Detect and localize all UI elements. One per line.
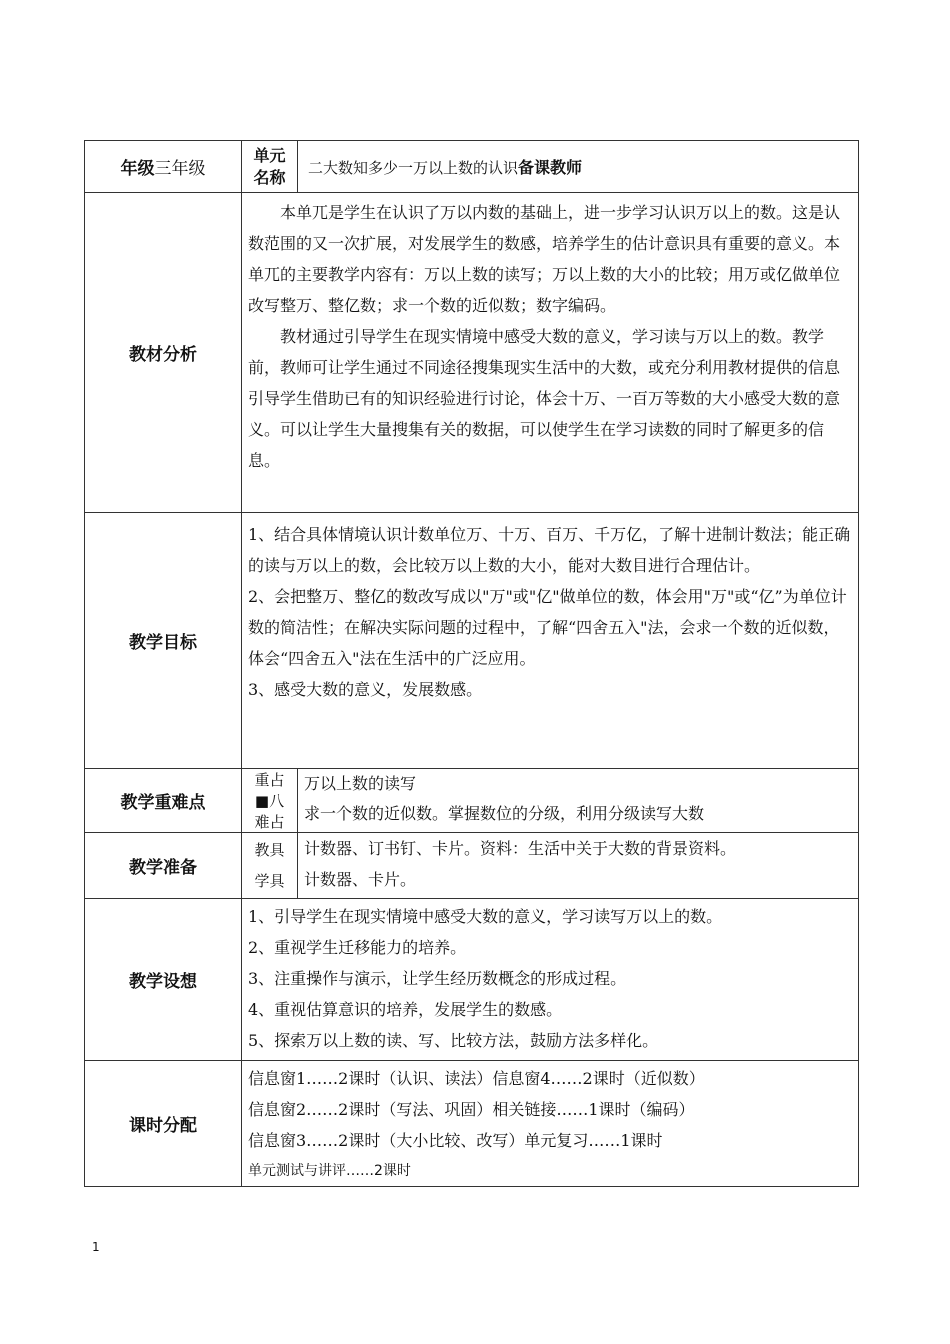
design-row bbox=[85, 899, 859, 1061]
preparation-sub-cell bbox=[242, 833, 298, 899]
design-item-3: 3、注重操作与演示，让学生经历数概念的形成过程。 bbox=[248, 969, 627, 988]
design-content bbox=[242, 899, 859, 1061]
header-row bbox=[85, 141, 859, 193]
key-points-sub-3: 难占 bbox=[254, 813, 285, 831]
analysis-content bbox=[242, 193, 859, 513]
grade-cell bbox=[85, 141, 242, 193]
goals-row bbox=[85, 513, 859, 769]
analysis-paragraph-1: 本单兀是学生在认识了万以内数的基础上，进一步学习认识万以上的数。这是认数范围的又一次扩展，对发展学生的数感，培养学生的估计意识具有重要的意义。本单兀的主要教学内容有：万以上数的读写；万以上数的大小的比较；用万或亿做单位改写整万、整亿数；求一个数的近似数；数字编码。 bbox=[248, 203, 841, 315]
goal-2: 2、会把整万、整亿的数改写成以"万"或"亿"做单位的数，体会用"万"或“亿”为单位计数的简洁性；在解决实际问题的过程中，了解“四舍五入"法，会求一个数的近似数，体会“四舍五入"法在生活中的广泛应用。 bbox=[248, 587, 847, 668]
preparation-row bbox=[85, 833, 859, 899]
schedule-line-1: 信息窗1……2课时（认识、读法）信息窗4……2课时（近似数） bbox=[248, 1069, 705, 1088]
unit-label-line-2: 名称 bbox=[253, 167, 286, 187]
teacher-label: 备课教师 bbox=[518, 158, 583, 177]
schedule-line-3: 信息窗3……2课时（大小比较、改写）单元复习……1课时 bbox=[248, 1131, 663, 1150]
page-number: 1 bbox=[92, 1240, 100, 1254]
schedule-line-2: 信息窗2……2课时（写法、巩固）相关链接……1课时（编码） bbox=[248, 1100, 695, 1119]
schedule-label: 课时分配 bbox=[85, 1061, 242, 1187]
design-label: 教学设想 bbox=[85, 899, 242, 1061]
goal-1: 1、结合具体情境认识计数单位万、十万、百万、千万亿，了解十进制计数法；能正确的读与万以上的数，会比较万以上数的大小，能对大数目进行合理估计。 bbox=[248, 525, 851, 575]
preparation-content bbox=[298, 833, 859, 899]
key-points-sub-2: ■八 bbox=[254, 792, 285, 810]
key-points-sub-cell bbox=[242, 769, 298, 833]
design-item-1: 1、引导学生在现实情境中感受大数的意义，学习读写万以上的数。 bbox=[248, 907, 723, 926]
design-item-5: 5、探索万以上数的读、写、比较方法，鼓励方法多样化。 bbox=[248, 1031, 659, 1050]
unit-label-cell bbox=[242, 141, 298, 193]
key-points-label: 教学重难点 bbox=[85, 769, 242, 833]
design-item-4: 4、重视估算意识的培养，发展学生的数感。 bbox=[248, 1000, 563, 1019]
schedule-content bbox=[242, 1061, 859, 1187]
preparation-label: 教学准备 bbox=[85, 833, 242, 899]
goal-3: 3、感受大数的意义，发展数感。 bbox=[248, 680, 483, 699]
schedule-row bbox=[85, 1061, 859, 1187]
lesson-plan-table bbox=[84, 140, 859, 1187]
unit-name: 二大数知多少一万以上数的认识 bbox=[308, 159, 519, 177]
goals-label: 教学目标 bbox=[85, 513, 242, 769]
schedule-last-line: 单元测试与讲评……2课时 bbox=[248, 1163, 411, 1179]
key-point-line-1: 万以上数的读写 bbox=[304, 774, 417, 793]
key-points-content bbox=[298, 769, 859, 833]
key-point-line-2: 求一个数的近似数。掌握数位的分级，利用分级读写大数 bbox=[304, 804, 705, 823]
unit-name-cell bbox=[298, 141, 859, 193]
grade-label: 年级 bbox=[120, 159, 155, 179]
grade-value: 三年级 bbox=[154, 159, 206, 179]
unit-label-line-1: 单元 bbox=[253, 145, 286, 165]
analysis-paragraph-2: 教材通过引导学生在现实情境中感受大数的意义，学习读与万以上的数。教学前，教师可让学生通过不同途径搜集现实生活中的大数，或充分利用教材提供的信息引导学生借助已有的知识经验进行讨论，体会十万、一百万等数的大小感受大数的意义。可以让学生大量搜集有关的数据，可以使学生在学习读数的同时了解更多的信息。 bbox=[248, 327, 841, 470]
analysis-row bbox=[85, 193, 859, 513]
goals-content bbox=[242, 513, 859, 769]
key-points-sub-1: 重占 bbox=[254, 771, 285, 789]
design-item-2: 2、重视学生迁移能力的培养。 bbox=[248, 938, 467, 957]
analysis-label: 教材分析 bbox=[85, 193, 242, 513]
preparation-sub-1: 教具 bbox=[254, 841, 285, 859]
preparation-sub-2: 学具 bbox=[254, 872, 285, 890]
preparation-line-2: 计数器、卡片。 bbox=[304, 870, 417, 889]
key-points-row bbox=[85, 769, 859, 833]
preparation-line-1: 计数器、订书钉、卡片。资料：生活中关于大数的背景资料。 bbox=[304, 839, 737, 858]
